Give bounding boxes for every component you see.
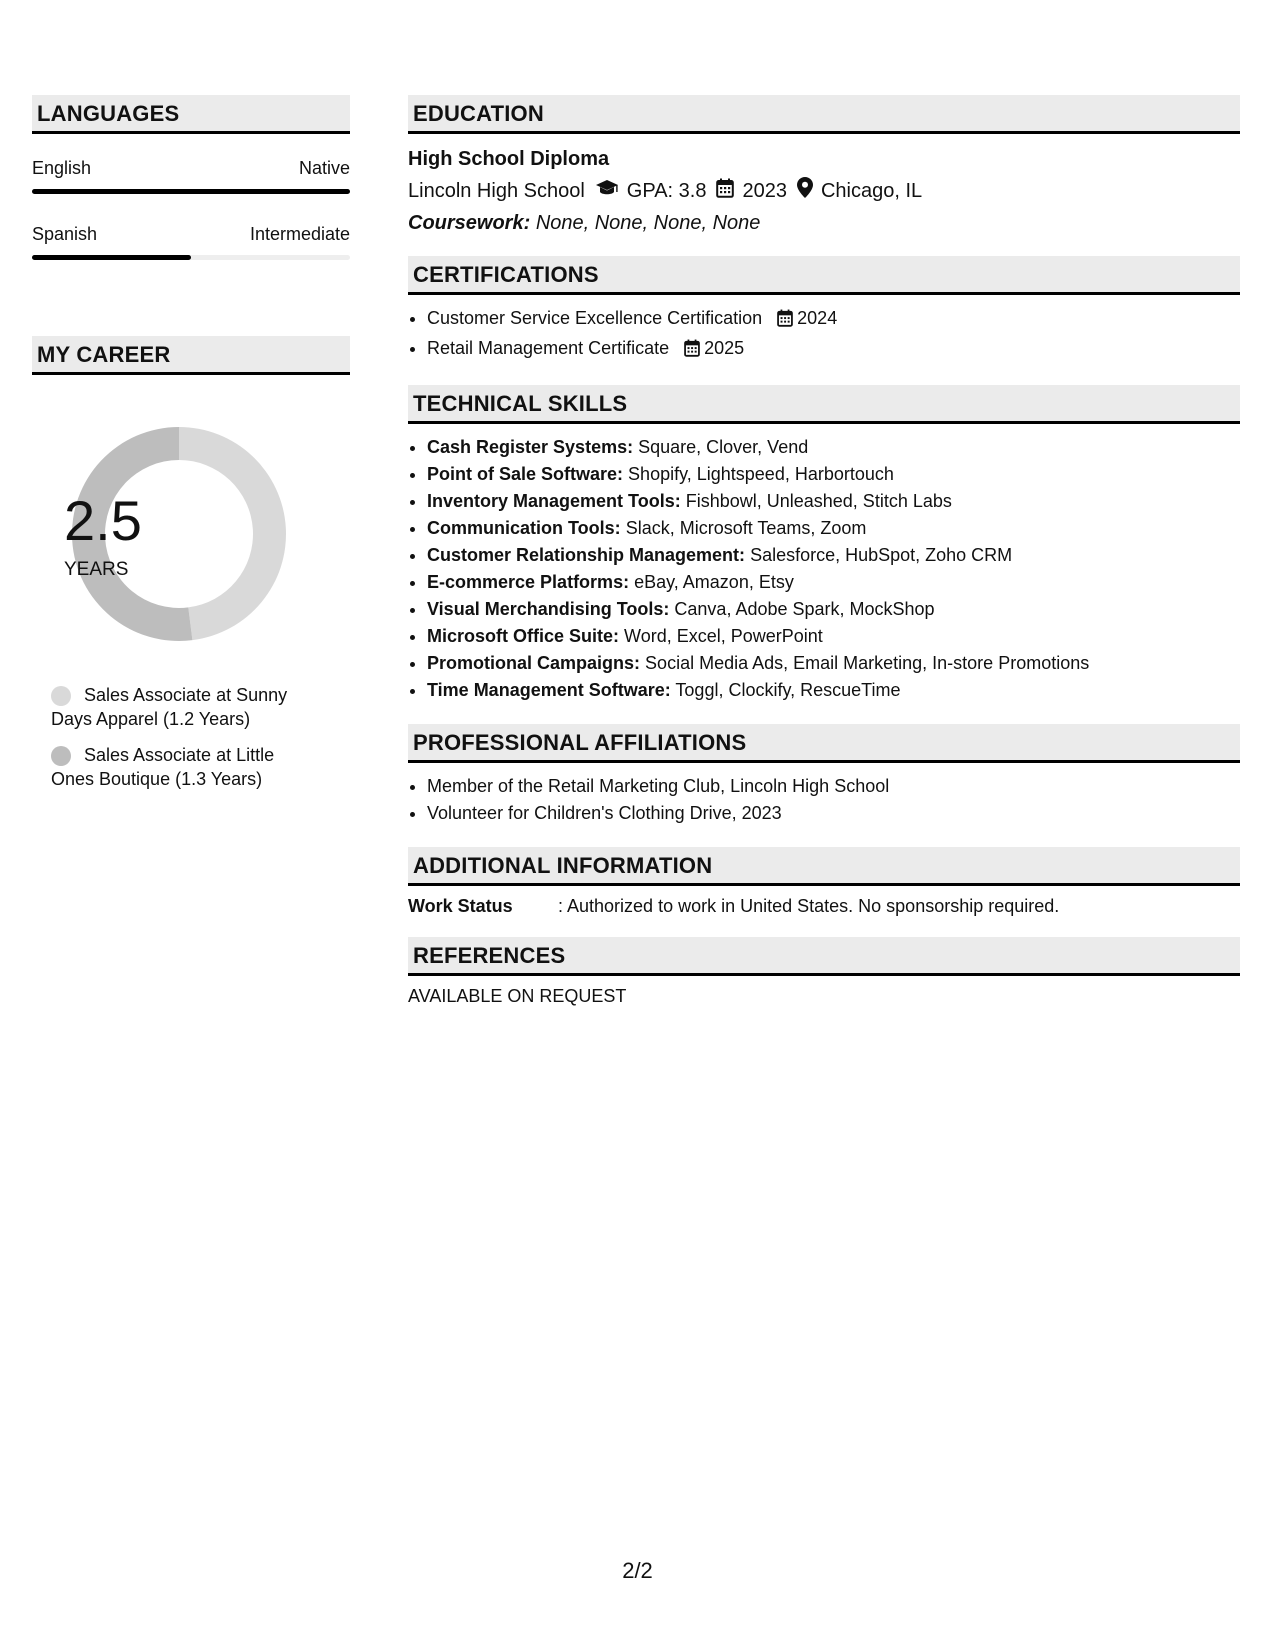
career-years-unit: YEARS bbox=[64, 559, 129, 580]
language-proficiency-bar bbox=[32, 189, 350, 194]
work-status-value: : Authorized to work in United States. No sponsorship required. bbox=[558, 896, 1060, 916]
affiliations-section bbox=[408, 724, 1240, 827]
skills-heading: TECHNICAL SKILLS bbox=[408, 385, 1240, 424]
list-item bbox=[427, 488, 1240, 515]
list-item bbox=[427, 515, 1240, 542]
skill-label: Inventory Management Tools: bbox=[427, 491, 681, 511]
skill-value: Social Media Ads, Email Marketing, In-store Promotions bbox=[645, 653, 1090, 673]
language-name: Spanish bbox=[32, 224, 98, 244]
work-status-label: Work Status bbox=[408, 896, 513, 916]
list-item: • Volunteer for Children's Clothing Drive, 2023 bbox=[427, 800, 1240, 827]
skill-value: eBay, Amazon, Etsy bbox=[634, 572, 794, 592]
list-item bbox=[427, 596, 1240, 623]
certification-name: Retail Management Certificate bbox=[427, 338, 670, 358]
skill-label: Communication Tools: bbox=[427, 518, 621, 538]
skill-value: Shopify, Lightspeed, Harbortouch bbox=[628, 464, 894, 484]
list-item bbox=[427, 569, 1240, 596]
skills-section bbox=[408, 385, 1240, 704]
skills-list bbox=[408, 434, 1240, 704]
references-text: AVAILABLE ON REQUEST bbox=[408, 986, 627, 1006]
calendar-icon bbox=[684, 338, 700, 365]
work-status-row bbox=[408, 896, 1240, 917]
list-item bbox=[427, 434, 1240, 461]
language-level: Intermediate bbox=[249, 224, 350, 244]
skill-label: Point of Sale Software: bbox=[427, 464, 624, 484]
career-legend-item bbox=[51, 743, 321, 791]
career-total-years: 2.5 bbox=[64, 489, 142, 552]
references-heading: REFERENCES bbox=[408, 937, 1240, 976]
list-item bbox=[427, 623, 1240, 650]
skill-value: Word, Excel, PowerPoint bbox=[624, 626, 823, 646]
career-donut-chart bbox=[64, 419, 294, 649]
skill-label: E-commerce Platforms: bbox=[427, 572, 630, 592]
career-legend-label: Sales Associate at Little Ones Boutique (1.3 Years) bbox=[51, 745, 275, 789]
career-legend-label: Sales Associate at Sunny Days Apparel (1.2 Years) bbox=[51, 685, 288, 729]
calendar-icon bbox=[716, 178, 734, 205]
language-item bbox=[32, 158, 350, 194]
left-column bbox=[32, 95, 350, 803]
language-level: Native bbox=[298, 158, 350, 178]
skill-label: Time Management Software: bbox=[427, 680, 671, 700]
page-number: 2/2 bbox=[622, 1558, 653, 1583]
skill-label: Customer Relationship Management: bbox=[427, 545, 746, 565]
legend-dot-icon bbox=[51, 746, 71, 766]
list-item bbox=[427, 335, 1240, 365]
languages-heading: LANGUAGES bbox=[32, 95, 350, 134]
list-item bbox=[427, 305, 1240, 335]
list-item bbox=[427, 542, 1240, 569]
additional-section bbox=[408, 847, 1240, 917]
right-column bbox=[408, 95, 1240, 1007]
skill-label: Microsoft Office Suite: bbox=[427, 626, 620, 646]
list-item: • Member of the Retail Marketing Club, Lincoln High School bbox=[427, 773, 1240, 800]
certification-year: 2025 bbox=[704, 338, 745, 358]
affiliations-list bbox=[408, 773, 1240, 827]
skill-label: Visual Merchandising Tools: bbox=[427, 599, 670, 619]
skill-value: Canva, Adobe Spark, MockShop bbox=[674, 599, 935, 619]
skill-label: Promotional Campaigns: bbox=[427, 653, 641, 673]
skill-value: Square, Clover, Vend bbox=[638, 437, 809, 457]
education-gpa: GPA: 3.8 bbox=[626, 180, 707, 202]
skill-value: Toggl, Clockify, RescueTime bbox=[675, 680, 901, 700]
map-pin-icon bbox=[797, 177, 813, 205]
education-heading: EDUCATION bbox=[408, 95, 1240, 134]
additional-heading: ADDITIONAL INFORMATION bbox=[408, 847, 1240, 886]
skill-value: Salesforce, HubSpot, Zoho CRM bbox=[750, 545, 1013, 565]
education-year: 2023 bbox=[742, 180, 787, 202]
certifications-list bbox=[408, 305, 1240, 365]
career-heading: MY CAREER bbox=[32, 336, 350, 375]
skill-label: Cash Register Systems: bbox=[427, 437, 634, 457]
coursework-value: None, None, None, None bbox=[535, 212, 761, 234]
education-degree: High School Diploma bbox=[408, 148, 610, 170]
certification-name: Customer Service Excellence Certification bbox=[427, 308, 763, 328]
education-details bbox=[408, 177, 1240, 205]
certifications-section bbox=[408, 256, 1240, 365]
language-item bbox=[32, 224, 350, 260]
career-legend bbox=[51, 683, 321, 791]
language-proficiency-fill bbox=[32, 189, 350, 194]
references-section bbox=[408, 937, 1240, 1007]
certifications-heading: CERTIFICATIONS bbox=[408, 256, 1240, 295]
education-location: Chicago, IL bbox=[820, 180, 923, 202]
certification-year: 2024 bbox=[797, 308, 838, 328]
list-item bbox=[427, 650, 1240, 677]
language-proficiency-bar bbox=[32, 255, 350, 260]
list-item bbox=[427, 677, 1240, 704]
skill-value: Fishbowl, Unleashed, Stitch Labs bbox=[685, 491, 952, 511]
education-school: Lincoln High School bbox=[408, 180, 585, 202]
skill-value: Slack, Microsoft Teams, Zoom bbox=[625, 518, 867, 538]
coursework-label: Coursework: bbox=[408, 212, 531, 234]
list-item bbox=[427, 461, 1240, 488]
graduation-cap-icon bbox=[595, 178, 619, 204]
education-coursework bbox=[408, 210, 1240, 236]
language-name: English bbox=[32, 158, 92, 178]
career-legend-item bbox=[51, 683, 321, 731]
legend-dot-icon bbox=[51, 686, 71, 706]
affiliations-heading: PROFESSIONAL AFFILIATIONS bbox=[408, 724, 1240, 763]
calendar-icon bbox=[777, 308, 793, 335]
language-proficiency-fill bbox=[32, 255, 191, 260]
education-entry bbox=[408, 146, 1240, 236]
